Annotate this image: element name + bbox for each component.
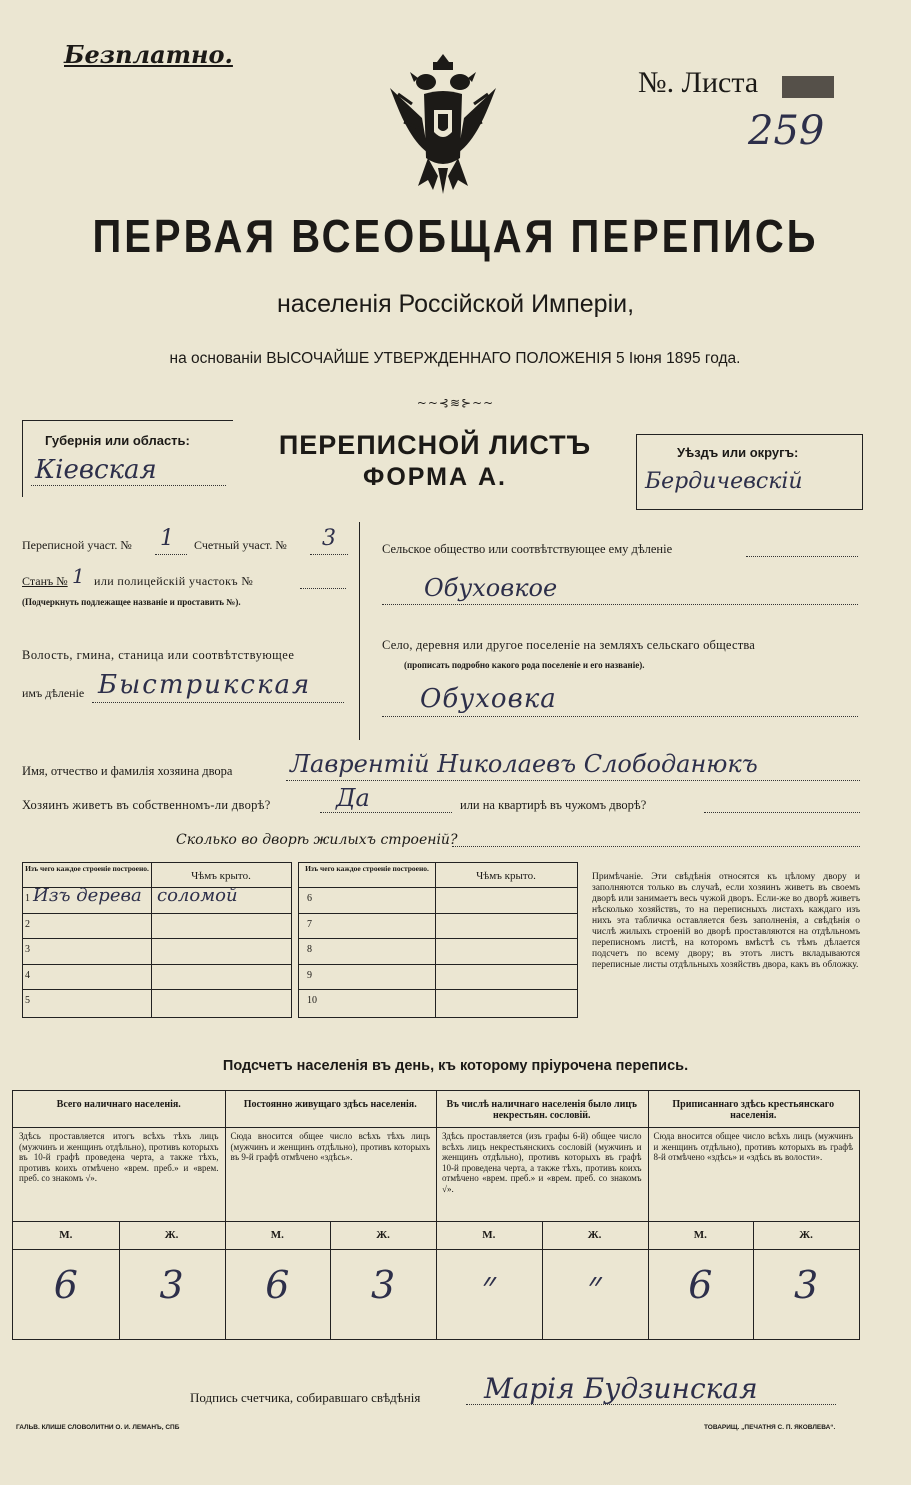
- form-title: [240, 430, 630, 492]
- col-male-label: М.: [693, 1229, 707, 1241]
- printer-right: ТОВАРИЩ. „ПЕЧАТНЯ С. П. ЯКОВЛЕВА“.: [704, 1424, 836, 1431]
- stan-label-rest: или полицейскій участокъ №: [94, 574, 254, 588]
- building-row-number: 5: [25, 995, 30, 1006]
- building-row-number: 8: [307, 944, 312, 955]
- ornament-divider: ~~⊰≋⊱~~: [416, 396, 495, 410]
- census-title-text: ПЕРВАЯ ВСЕОБЩАЯ ПЕРЕПИСЬ: [92, 211, 819, 263]
- buildings-question: Сколько во дворѣ жилыхъ строеній?: [176, 832, 458, 848]
- building-material: Изъ дерева: [33, 885, 142, 906]
- owner-lives-value: Да: [336, 784, 370, 812]
- population-group: [648, 1091, 860, 1339]
- female-count: 3: [794, 1263, 819, 1307]
- form-title-line2: ФОРМА А.: [363, 463, 507, 491]
- block-divider: [359, 522, 360, 740]
- buildings-col-roof-2: Чѣмъ крыто.: [476, 870, 536, 882]
- society-value: Обуховкое: [424, 574, 558, 602]
- building-row: [299, 964, 577, 990]
- population-group-desc: Здѣсь проставляется итогъ всѣхъ тѣхъ лицъ (мужчинъ и женщинъ отдѣльно), противъ которыхъ въ 10-й графѣ проведена черта, а также тѣхъ, противъ коихъ отмѣчено «врем. преб.» и «врем. преб. со знакомъ √».: [19, 1131, 219, 1183]
- sheet-number-redaction: [782, 76, 834, 98]
- buildings-table-right: [298, 862, 578, 1018]
- building-row: [299, 989, 577, 1015]
- owner-lives-label: Хозяинъ живетъ въ собственномъ-ли дворѣ?: [22, 798, 271, 812]
- population-group-desc: Сюда вносится общее число всѣхъ лицъ (мужчинъ и женщинъ отдѣльно), противъ которыхъ въ графѣ 8-й отмѣчено «здѣсь» и «здѣсь въ волости».: [653, 1131, 853, 1162]
- uezd-box: [636, 434, 863, 510]
- col-male-label: М.: [59, 1229, 73, 1241]
- building-row: [23, 887, 291, 913]
- building-row-number: 1: [25, 893, 30, 904]
- building-row: [299, 887, 577, 913]
- census-subtitle: населенія Россійской Имперіи,: [276, 290, 635, 318]
- population-group-desc: Здѣсь проставляется (изъ графы 6-й) общее число всѣхъ лицъ некрестьянскихъ сословій (мужчинъ и женщинъ отдѣльно), противъ которыхъ въ графѣ 10-й проведена черта, а также тѣхъ, противъ коихъ отмѣчено «врем. преб.» и «врем. преб. со знакомъ √».: [442, 1131, 642, 1194]
- village-note: (прописать подробно какого рода поселеніе и его названіе).: [404, 660, 645, 670]
- double-headed-eagle-icon: [378, 48, 508, 198]
- village-value: Обуховка: [420, 684, 557, 714]
- female-count: 3: [159, 1263, 184, 1307]
- buildings-col-material-2: Изъ чего каждое строеніе построено.: [305, 864, 429, 873]
- male-count: ״: [481, 1263, 497, 1307]
- population-group-desc: Сюда вносится общее число всѣхъ тѣхъ лицъ (мужчинъ и женщинъ отдѣльно), противъ которыхъ въ 9-й графѣ отмѣчено «здѣсь».: [230, 1131, 430, 1162]
- signature-value: Марія Будзинская: [484, 1372, 758, 1405]
- col-female-label: Ж.: [587, 1229, 602, 1241]
- building-row-number: 9: [307, 969, 312, 981]
- owner-rent-label: или на квартирѣ въ чужомъ дворѣ?: [460, 798, 647, 812]
- col-female-label: Ж.: [799, 1229, 813, 1241]
- building-row-number: 10: [307, 995, 317, 1006]
- building-row-number: 6: [307, 893, 312, 904]
- population-group-header: Въ числѣ наличнаго населенія было лицъ некрестьян. сословій.: [446, 1099, 637, 1121]
- signature-label: Подпись счетчика, собиравшаго свѣдѣнія: [190, 1390, 421, 1405]
- building-row-number: 3: [25, 944, 30, 955]
- basis-line: на основаніи ВЫСОЧАЙШЕ УТВЕРЖДЕННАГО ПОЛОЖЕНІЯ 5 Іюня 1895 года.: [169, 350, 741, 367]
- building-row-number: 7: [307, 918, 312, 930]
- population-table: [12, 1090, 860, 1340]
- count-plot-label: Счетный участ. №: [194, 538, 287, 552]
- owner-name-label: Имя, отчество и фамилія хозяина двора: [22, 764, 233, 778]
- col-male-label: М.: [270, 1229, 284, 1241]
- sheet-number-label: №. Листа: [638, 66, 759, 99]
- free-label: Безплатно.: [64, 40, 233, 69]
- population-group-header: Приписаннаго здѣсь крестьянскаго населенія.: [672, 1099, 835, 1121]
- buildings-table-left: [22, 862, 292, 1018]
- building-row: [23, 938, 291, 964]
- buildings-col-roof: Чѣмъ крыто.: [191, 870, 251, 882]
- building-row-number: 2: [25, 918, 30, 930]
- sheet-number-value: 259: [748, 108, 825, 154]
- stan-label: Станъ №: [22, 574, 68, 588]
- building-row-number: 4: [25, 969, 30, 981]
- volost-value: Быстрикская: [98, 670, 312, 700]
- volost-label-1: Волость, гмина, станица или соотвѣтствующее: [22, 648, 295, 662]
- population-title: Подсчетъ населенія въ день, къ которому пріурочена перепись.: [222, 1058, 689, 1074]
- guberniya-label: Губернія или область:: [45, 433, 190, 448]
- census-plot-value: 1: [160, 526, 174, 551]
- female-count: 3: [371, 1263, 396, 1307]
- male-count: 6: [688, 1263, 713, 1307]
- uezd-label: Уѣздъ или округъ:: [677, 445, 799, 460]
- printer-left: ГАЛЬВ. КЛИШЕ СЛОВОЛИТНИ О. И. ЛЕМАНЪ, СПБ: [16, 1424, 180, 1431]
- society-label: Сельское общество или соотвѣтствующее ему дѣленіе: [382, 542, 673, 556]
- male-count: 6: [53, 1263, 78, 1307]
- volost-label-2: имъ дѣленіе: [22, 686, 85, 700]
- building-row: [23, 964, 291, 990]
- buildings-note: Примѣчаніе. Эти свѣдѣнія относятся къ цѣлому двору и заполняются только въ случаѣ, если хозяинъ живетъ въ своемъ дворѣ или занимаетъ весь чужой дворъ. Если-же во дворѣ живетъ нѣсколько хозяйствъ, то на переписныхъ листахъ каждаго изъ нихъ эта табличка оставляется безъ заполненія, а свѣдѣнія о числѣ жилыхъ строеній во дворѣ проставляются на отдѣльномъ переписномъ листѣ, на которомъ вмѣстѣ съ тѣмъ дѣлается подсчетъ по всему двору; въ этотъ листъ вкладываются переписные листы отдѣльныхъ хозяйствъ двора, какъ въ обложку.: [592, 872, 860, 970]
- guberniya-box: [22, 420, 233, 497]
- uezd-value: Бердичевскій: [645, 469, 803, 494]
- col-female-label: Ж.: [376, 1229, 390, 1241]
- col-female-label: Ж.: [164, 1229, 179, 1241]
- population-group-header: Всего наличнаго населенія.: [56, 1099, 181, 1110]
- building-row: [299, 913, 577, 939]
- population-group: [13, 1091, 225, 1339]
- census-title: [0, 211, 911, 263]
- count-plot-value: 3: [322, 526, 336, 551]
- female-count: ״: [587, 1263, 602, 1307]
- census-plot-label: Переписной участ. №: [22, 538, 132, 552]
- guberniya-value: Кіевская: [35, 455, 157, 485]
- population-group-header: Постоянно живущаго здѣсь населенія.: [243, 1099, 417, 1110]
- form-title-line1: ПЕРЕПИСНОЙ ЛИСТЪ: [278, 430, 592, 460]
- owner-name-value: Лаврентій Николаевъ Слободанюкъ: [290, 750, 758, 778]
- building-roof: соломой: [157, 885, 238, 906]
- building-row: [299, 938, 577, 964]
- building-row: [23, 913, 291, 939]
- village-label: Село, деревня или другое поселеніе на земляхъ сельскаго общества: [382, 638, 756, 652]
- col-male-label: М.: [482, 1229, 496, 1241]
- building-row: [23, 989, 291, 1015]
- buildings-col-material: Изъ чего каждое строеніе построено.: [25, 864, 149, 873]
- stan-value: 1: [72, 564, 85, 588]
- population-group: [436, 1091, 648, 1339]
- population-group: [225, 1091, 437, 1339]
- stan-note: (Подчеркнуть подлежащее названіе и проставить №).: [22, 597, 241, 607]
- male-count: 6: [265, 1263, 290, 1307]
